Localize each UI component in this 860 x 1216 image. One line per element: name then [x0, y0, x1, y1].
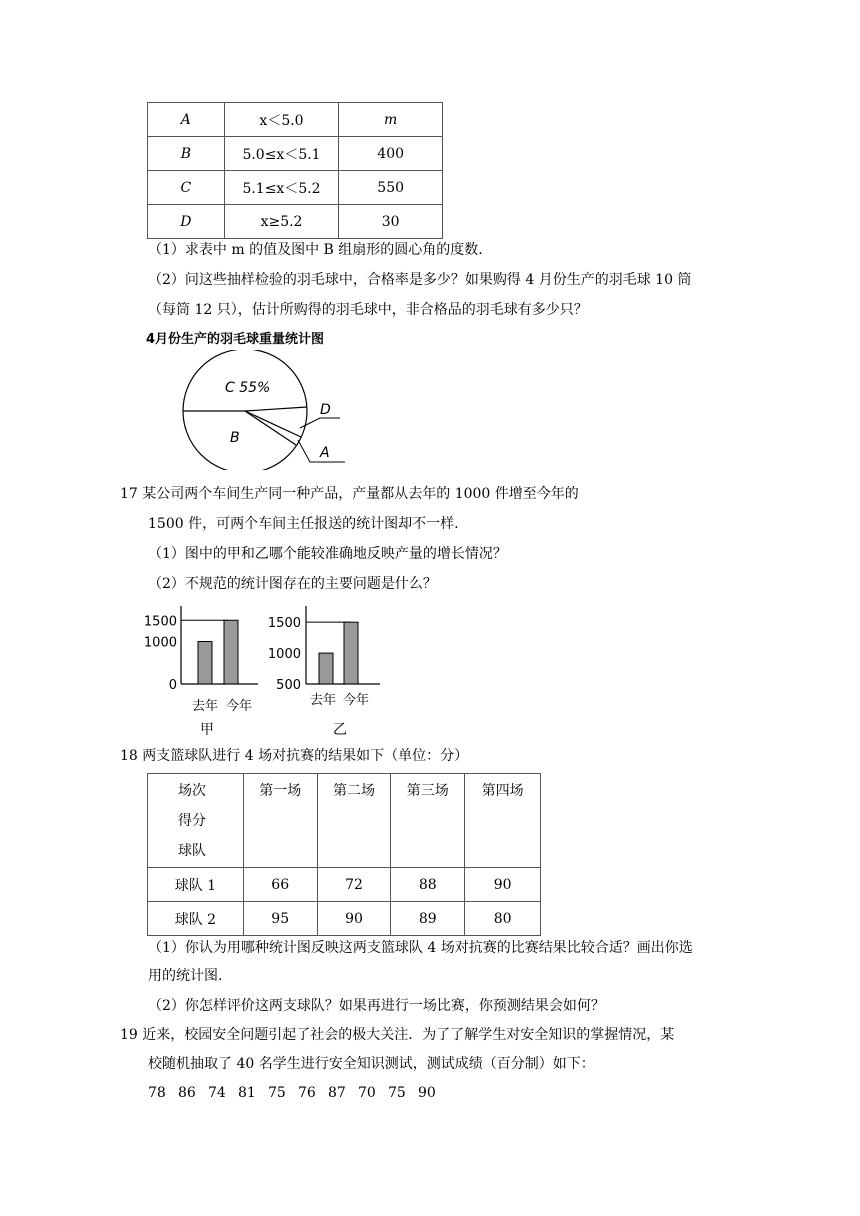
pie-divider-dc: [245, 407, 307, 411]
team-name-cell: 球队 1: [148, 868, 244, 902]
x-category-label: 去年: [191, 699, 219, 714]
table-row: [148, 171, 443, 205]
table-row: [148, 774, 541, 868]
q19-score-list: [148, 1083, 448, 1103]
pie-label-a: A: [320, 445, 330, 461]
game-header-cell: 第三场: [391, 774, 465, 868]
score-value: 87: [328, 1085, 346, 1101]
bar-chart-jia: [140, 600, 270, 740]
q17-line1: 17 某公司两个车间生产同一种产品，产量都从去年的 1000 件增至今年的: [120, 486, 579, 502]
range-cell: 5.1≤x＜5.2: [224, 171, 339, 205]
table-row: [148, 137, 443, 171]
bar-this-year: [344, 622, 358, 684]
score-cell: 72: [317, 868, 391, 902]
q16-part2-line2: （每筒 12 只），估计所购得的羽毛球中，非合格品的羽毛球有多少只？: [148, 302, 588, 318]
y-tick-label: 500: [276, 678, 301, 693]
table-row: [148, 868, 541, 902]
y-tick-label: 1000: [143, 635, 177, 651]
q16-part1: （1）求表中 m 的值及图中 B 组扇形的圆心角的度数.: [148, 242, 483, 258]
y-tick-label: 1500: [143, 614, 177, 630]
y-tick-label: 1000: [268, 647, 301, 663]
game-header-cell: 第四场: [465, 774, 541, 868]
q19-line1: 19 近来，校园安全问题引起了社会的极大关注．为了了解学生对安全知识的掌握情况，某: [120, 1027, 675, 1043]
x-category-label: 今年: [225, 699, 253, 714]
range-cell: x＜5.0: [224, 103, 339, 137]
count-cell: m: [339, 103, 443, 137]
group-cell: B: [148, 137, 225, 171]
range-cell: 5.0≤x＜5.1: [224, 137, 339, 171]
score-cell: 90: [465, 868, 541, 902]
score-cell: 88: [391, 868, 465, 902]
q18-part1-line1: （1）你认为用哪种统计图反映这两支篮球队 4 场对抗赛的比赛结果比较合适？画出你选: [148, 940, 693, 956]
chart-name-label: 甲: [200, 722, 214, 738]
q19-line2: 校随机抽取了 40 名学生进行安全知识测试，测试成绩（百分制）如下：: [148, 1056, 595, 1072]
pie-outline: [183, 350, 307, 470]
score-value: 75: [268, 1085, 286, 1101]
x-category-label: 去年: [309, 693, 337, 708]
score-value: 86: [178, 1085, 196, 1101]
score-value: 76: [298, 1085, 316, 1101]
table-row: [148, 205, 443, 239]
bar-chart-yi: [268, 600, 398, 740]
score-value: 90: [418, 1085, 436, 1101]
pie-label-d: D: [320, 402, 331, 418]
count-cell: 550: [339, 171, 443, 205]
range-cell: x≥5.2: [224, 205, 339, 239]
count-cell: 30: [339, 205, 443, 239]
team-name-cell: 球队 2: [148, 902, 244, 936]
group-cell: C: [148, 171, 225, 205]
bar-last-year: [198, 642, 212, 685]
game-header-cell: 第二场: [317, 774, 391, 868]
chart-name-label: 乙: [333, 722, 347, 738]
score-cell: 95: [243, 902, 317, 936]
score-cell: 80: [465, 902, 541, 936]
bar-last-year: [319, 653, 333, 684]
pie-chart: [150, 350, 350, 470]
y-tick-label: 1500: [268, 616, 301, 632]
score-cell: 89: [391, 902, 465, 936]
score-cell: 66: [243, 868, 317, 902]
score-value: 75: [388, 1085, 406, 1101]
corner-header-cell: [148, 774, 244, 868]
score-value: 70: [358, 1085, 376, 1101]
x-category-label: 今年: [342, 693, 370, 708]
q16-part2-line1: （2）问这些抽样检验的羽毛球中，合格率是多少？如果购得 4 月份生产的羽毛球 10 筒: [148, 272, 692, 288]
basketball-score-table: [147, 773, 541, 936]
count-cell: 400: [339, 137, 443, 171]
corner-label-team: 球队: [178, 843, 206, 859]
pie-label-b: B: [230, 430, 240, 446]
q17-part2: （2）不规范的统计图存在的主要问题是什么？: [148, 576, 437, 592]
score-value: 81: [238, 1085, 256, 1101]
game-header-cell: 第一场: [243, 774, 317, 868]
q18-intro: 18 两支篮球队进行 4 场对抗赛的结果如下（单位：分）: [120, 748, 469, 764]
pie-label-c: C 55%: [225, 380, 271, 396]
score-value: 78: [148, 1085, 166, 1101]
score-value: 74: [208, 1085, 226, 1101]
y-tick-label: 0: [168, 678, 177, 693]
group-cell: D: [148, 205, 225, 239]
pie-divider-ba: [245, 411, 296, 445]
table-row: [148, 902, 541, 936]
q17-line2: 1500 件，可两个车间主任报送的统计图却不一样.: [148, 516, 459, 532]
bar-this-year: [224, 620, 238, 684]
q18-part1-line2: 用的统计图.: [148, 968, 223, 984]
corner-label-score: 得分: [178, 813, 206, 829]
table-row: [148, 103, 443, 137]
pie-divider-ad: [245, 411, 301, 437]
group-cell: A: [148, 103, 225, 137]
weight-frequency-table: [147, 102, 443, 239]
q17-part1: （1）图中的甲和乙哪个能较准确地反映产量的增长情况？: [148, 546, 507, 562]
pie-chart-title: 4月份生产的羽毛球重量统计图: [146, 332, 325, 347]
corner-label-games: 场次: [178, 783, 206, 799]
q18-part2: （2）你怎样评价这两支球队？如果再进行一场比赛，你预测结果会如何？: [148, 998, 605, 1014]
score-cell: 90: [317, 902, 391, 936]
